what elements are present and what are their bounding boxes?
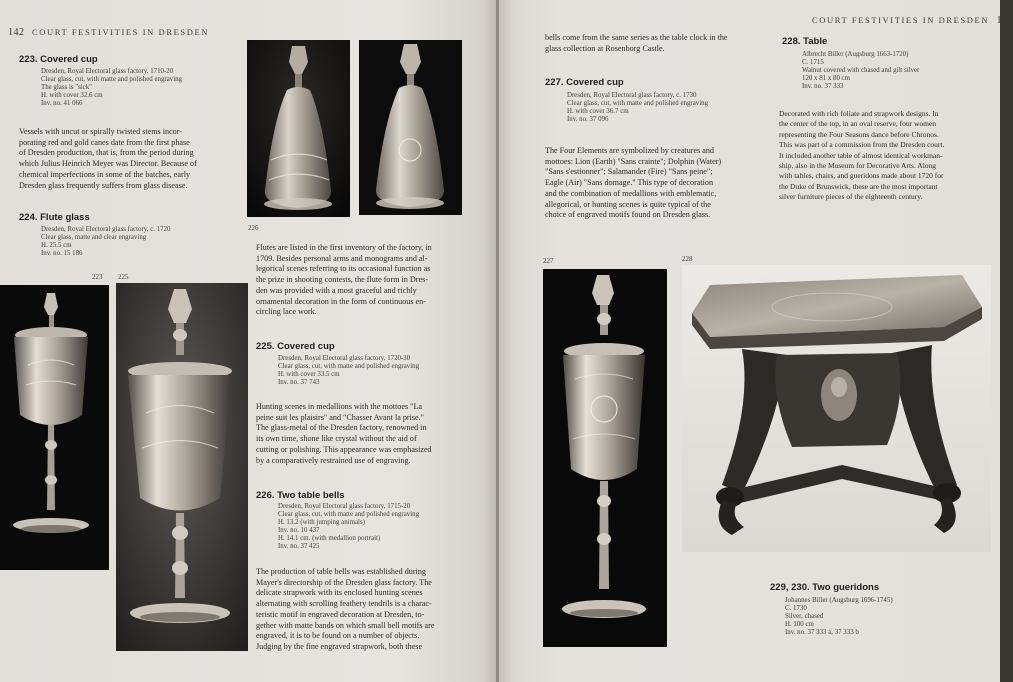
figure-number-225: 225 [118,273,129,281]
entry-225-title: 225. Covered cup [256,341,335,352]
entry-227-text: The Four Elements are symbolized by creatures and mottoes: Lion (Earth) "Sans crainte"; Dolphin (Water) "Sans s'estionner"; Salamander (Fire) "Sans peine"; Eagle (Air) "Sans domage." This type of decoration and the combination of medallions with emblematic, allegorical, or hunting scenes is quite typical of the choice of engraved motifs found on Dresden glass. [545,146,722,220]
entry-223-title: 223. Covered cup [19,54,98,65]
right-page [499,0,1013,682]
photo-covered-cup-227 [543,269,667,647]
figure-number-223: 223 [92,273,103,281]
entry-229-230-meta: Johannes Biller (Augsburg 1696-1745) C. 1730 Silver, chased H. 100 cm Inv. no. 37 333 a, 37 333 b [785,597,893,636]
entry-228-title: 228. Table [782,36,828,47]
entry-224-title: 224. Flute glass [19,212,90,223]
photo-covered-cup-223 [0,285,109,570]
left-page [0,0,497,682]
running-head-left [8,27,209,38]
running-head-text-right: COURT FESTIVITIES IN DRESDEN [812,15,990,25]
photo-covered-cup-225 [116,283,248,651]
entry-223-meta: Dresden, Royal Electoral glass factory, 1710-20 Clear glass, cut, with matte and polished engraving The glass is "sick" H. with cover 32.6 cm Inv. no. 41 066 [41,68,183,107]
entry-226-text: The production of table bells was established during Mayer's directorship of the Dresden glass factory. The delicate strapwork with its enclosed hunting scenes alternating with scrolling feathery tendrils is a charac- teristic motif in engraved decoration at Dresden, to- gether with matte bands on which small bell motifs are engraved, it is to be found on a number of objects. Judging by the fine engraved strapwork, both these [256,567,435,651]
entry-229-230-title: 229, 230. Two gueridons [770,582,880,593]
entry-225-text: Hunting scenes in medallions with the mottoes "La peine suit les plaisirs" and "Chasser Avant la prise." The glass-metal of the Dresden factory, renowned in its own time, shone like crystal without the aid of cutting or polishing. This appearance was emphasized by a comparatively restrained use of engraving. [256,402,432,465]
entry-224-meta: Dresden, Royal Electoral glass factory, c. 1720 Clear glass, matte and clear engraving H. 25.5 cm Inv. no. 15 186 [41,226,171,257]
photo-table-228 [682,265,991,552]
entry-226-meta: Dresden, Royal Electoral glass factory, 1715-20 Clear glass, cut, with matte and polished engraving H. 13.2 (with jumping animals) Inv. no. 10 437 H. 14.1 cm. (with medallion portrait) Inv. no. 37 425 [278,503,420,550]
photo-bell-2 [359,40,462,215]
entry-225-meta: Dresden, Royal Electoral glass factory, 1720-30 Clear glass, cut, with matte and polished engraving H. with cover 33.5 cm Inv. no. 37 743 [278,355,420,386]
entry-228-text: Decorated with rich foliate and strapwork designs. In the center of the top, in an oval reserve, four women representing the Four Seasons dance before Chronos. This was part of a commission from the Dresden court. It included another table of almost identical workman- ship, also in the Museum for Decorative Arts. Along with tables, chairs, and gueridons made about 1720 for the Duke of Brunswick, these are the most important silver furniture pieces of the eighteenth century. [779,109,945,202]
page-number-right: 143 [996,15,1013,26]
entry-226-text-continued: bells come from the same series as the table clock in the glass collection at Rosenborg Castle. [545,33,728,53]
figure-number-226: 226 [248,224,259,232]
entry-223-text: Vessels with uncut or spirally twisted stems incor- porating red and gold canes date from the first phase of Dresden production, that is, from the period during which Julius Heinrich Meyer was Director. Because of chemical imperfections in some of the batches, early Dresden glass frequently suffers from glass disease. [19,127,197,190]
entry-228-meta: Albrecht Biller (Augsburg 1663-1720) C. 1715 Walnut covered with chased and gilt silver 120 x 81 x 80 cm Inv. no. 37 333 [802,51,920,90]
entry-227-meta: Dresden, Royal Electoral glass factory, c. 1730 Clear glass, cut, with matte and polished engraving H. with cover 36.7 cm Inv. no. 37 096 [567,92,709,123]
page-number-left: 142 [8,27,25,38]
running-head-text-left: COURT FESTIVITIES IN DRESDEN [31,27,210,37]
running-head-right [812,15,1013,26]
photo-bell-1 [247,40,350,217]
figure-number-227: 227 [543,257,554,265]
entry-227-title: 227. Covered cup [545,77,624,88]
figure-number-228: 228 [682,255,693,263]
entry-224-text: Flutes are listed in the first inventory of the factory, in 1709. Besides personal arms and monograms and al- legorical scenes referring to its occasional function as the prize in shooting contests, the flute form in Dres- den was provided with a most graceful and richly ornamental decoration in the form of continuous en- circling lace work. [256,243,432,317]
entry-226-title: 226. Two table bells [256,490,345,501]
